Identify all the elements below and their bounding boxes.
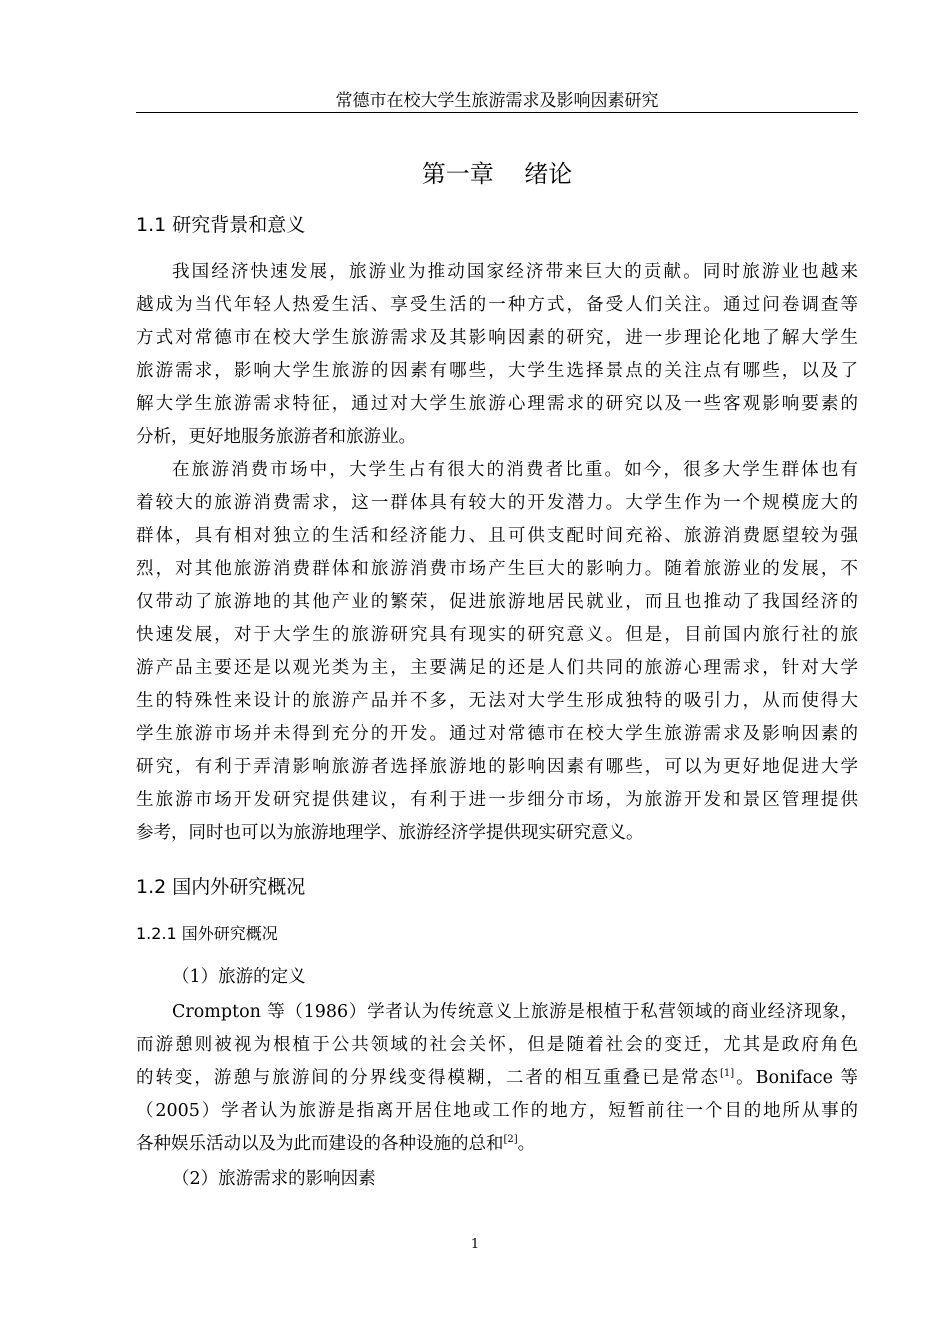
paragraph-line: 而游憩则被视为根植于公共领域的社会关怀，但是随着社会的变迁，尤其是政府角色 — [136, 1035, 858, 1055]
paragraph-foreign-research — [136, 996, 858, 1161]
paragraph-line: 生旅游市场开发研究提供建议，有利于进一步细分市场，为旅游开发和景区管理提供 — [136, 790, 858, 810]
subsection-heading-1-2-1: 1.2.1 国外研究概况 — [136, 924, 278, 943]
paragraph-line: 旅游需求，影响大学生旅游的因素有哪些，大学生选择景点的关注点有哪些，以及了 — [136, 361, 858, 381]
paragraph-line: Crompton 等（1986）学者认为传统意义上旅游是根植于私营领域的商业经济现象， — [172, 1002, 858, 1022]
chapter-title: 第一章 绪论 — [421, 160, 573, 188]
paragraph-line: （2005）学者认为旅游是指离开居住地或工作的地方，短暂前往一个目的地所从事的 — [136, 1101, 858, 1121]
paragraph-line — [136, 1128, 858, 1161]
paragraph-line — [136, 1062, 858, 1095]
paragraph-line: 我国经济快速发展，旅游业为推动国家经济带来巨大的贡献。同时旅游业也越来 — [172, 262, 858, 282]
paragraph-line: 分析，更好地服务旅游者和旅游业。 — [136, 427, 416, 447]
page-number: 1 — [470, 1237, 480, 1252]
paragraph-line-tail: 。Boniface 等 — [734, 1068, 858, 1088]
paragraph-line: 在旅游消费市场中，大学生占有很大的消费者比重。如今，很多大学生群体也有 — [172, 460, 858, 480]
paragraph-line-text: 的转变，游憩与旅游间的分界线变得模糊，二者的相互重叠已是常态 — [136, 1068, 721, 1088]
list-item-tourism-definition: （1）旅游的定义 — [172, 967, 306, 987]
paragraph-line: 游产品主要还是以观光类为主，主要满足的还是人们共同的旅游心理需求，针对大学 — [136, 658, 858, 678]
section-heading-1-2: 1.2 国内外研究概况 — [136, 876, 306, 898]
paragraph-line: 解大学生旅游需求特征，通过对大学生旅游心理需求的研究以及一些客观影响要素的 — [136, 394, 858, 414]
section-heading-1-1: 1.1 研究背景和意义 — [136, 214, 306, 236]
paragraph-background-1 — [136, 256, 858, 454]
paragraph-line: 方式对常德市在校大学生旅游需求及其影响因素的研究，进一步理论化地了解大学生 — [136, 328, 858, 348]
paragraph-line: 快速发展，对于大学生的旅游研究具有现实的研究意义。但是，目前国内旅行社的旅 — [136, 625, 858, 645]
header-rule — [136, 112, 858, 113]
list-item-demand-factors: （2）旅游需求的影响因素 — [172, 1169, 376, 1189]
running-header: 常德市在校大学生旅游需求及影响因素研究 — [335, 91, 659, 111]
paragraph-line-tail: 。 — [517, 1134, 536, 1154]
paragraph-line: 群体，具有相对独立的生活和经济能力、且可供支配时间充裕、旅游消费愿望较为强 — [136, 526, 858, 546]
paragraph-line: 学生旅游市场并未得到充分的开发。通过对常德市在校大学生旅游需求及影响因素的 — [136, 724, 858, 744]
paragraph-background-2 — [136, 454, 858, 850]
paragraph-line: 着较大的旅游消费需求，这一群体具有较大的开发潜力。大学生作为一个规模庞大的 — [136, 493, 858, 513]
citation-ref-2[interactable]: [2] — [503, 1134, 518, 1145]
paragraph-line: 烈，对其他旅游消费群体和旅游消费市场产生巨大的影响力。随着旅游业的发展，不 — [136, 559, 858, 579]
paragraph-line: 研究，有利于弄清影响旅游者选择旅游地的影响因素有哪些，可以为更好地促进大学 — [136, 757, 858, 777]
paragraph-line: 仅带动了旅游地的其他产业的繁荣，促进旅游地居民就业，而且也推动了我国经济的 — [136, 592, 858, 612]
paragraph-line-text: 各种娱乐活动以及为此而建设的各种设施的总和 — [136, 1134, 504, 1154]
citation-ref-1[interactable]: [1] — [720, 1068, 735, 1079]
paragraph-line: 参考，同时也可以为旅游地理学、旅游经济学提供现实研究意义。 — [136, 823, 644, 843]
paragraph-line: 越成为当代年轻人热爱生活、享受生活的一种方式，备受人们关注。通过问卷调查等 — [136, 295, 858, 315]
paragraph-line: 生的特殊性来设计的旅游产品并不多，无法对大学生形成独特的吸引力，从而使得大 — [136, 691, 858, 711]
